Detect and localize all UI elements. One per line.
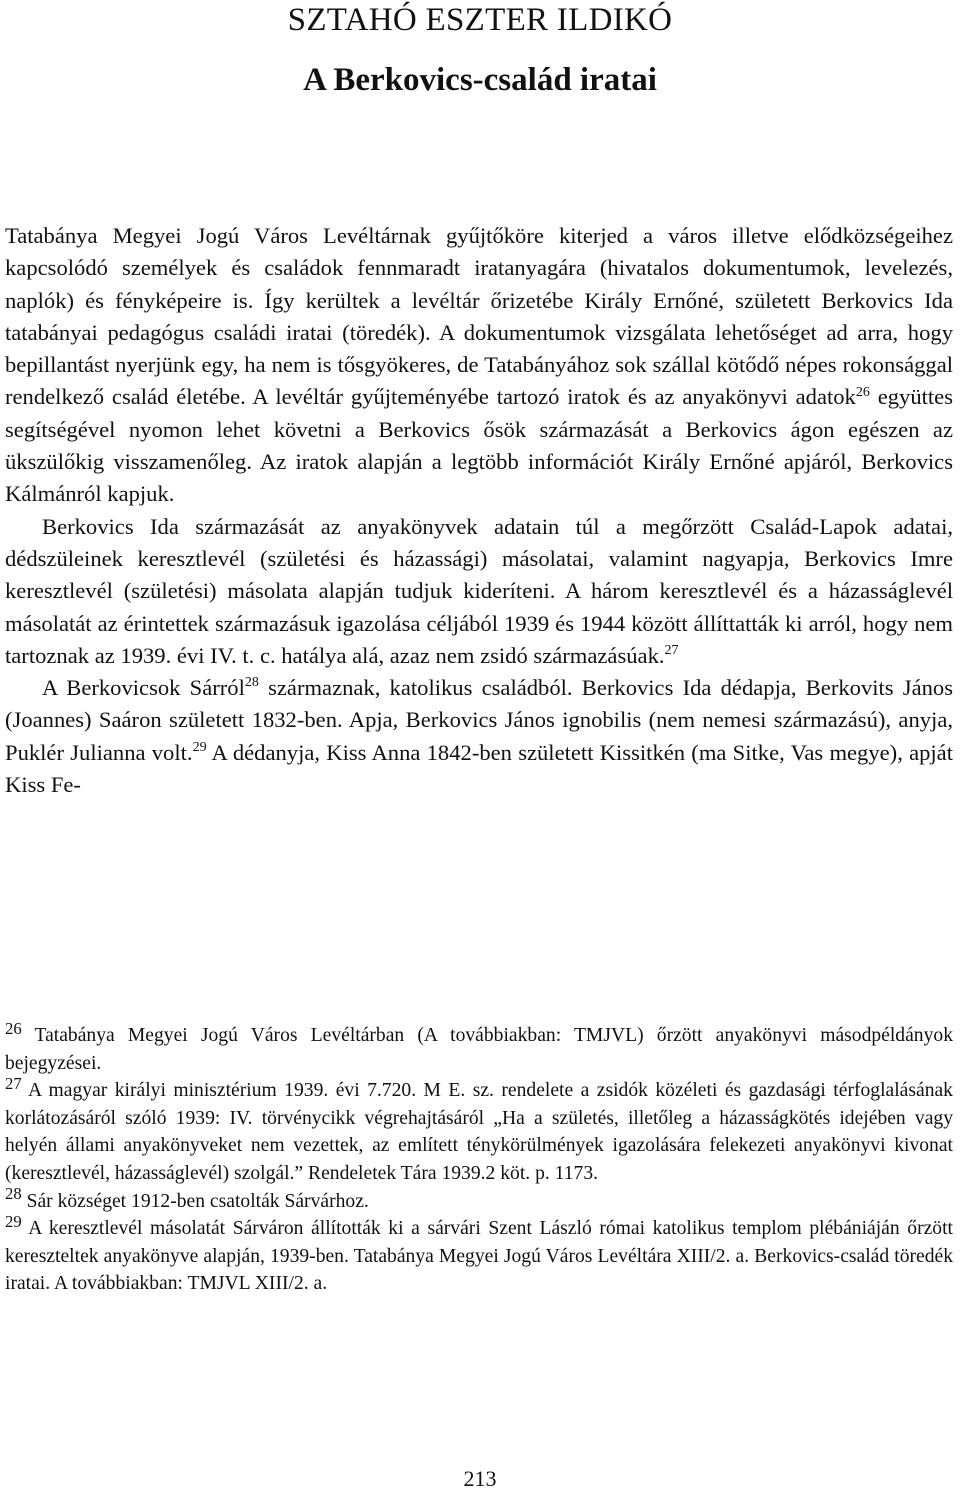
footnote-number: 26 (5, 1018, 22, 1038)
footnotes (5, 1018, 953, 1298)
footnote-ref-26[interactable]: 26 (855, 384, 870, 400)
article-body (5, 220, 953, 801)
footnote-number: 27 (5, 1073, 22, 1093)
paragraph-1 (5, 220, 953, 511)
footnote-ref-28[interactable]: 28 (244, 675, 259, 691)
paragraph-2 (5, 511, 953, 672)
footnote-27 (5, 1073, 953, 1187)
paragraph-2-text: Berkovics Ida származását az anyakönyvek adatain túl a megőrzött Család-Lapok adatai, dédszüleinek keresztlevél (születési és házassági) másolatai, valamint nagyapja, Berkovics Imre keresztlevél (születési) másolata alapján tudjuk kideríteni. A három keresztlevél és a házasságlevél másolatát az érintettek származásuk igazolása céljából 1939 és 1944 között állíttatták ki arról, hogy nem tartoznak az 1939. évi IV. t. c. hatálya alá, azaz nem zsidó származásúak. (5, 513, 953, 668)
footnote-text: A keresztlevél másolatát Sárváron állították ki a sárvári Szent László római katolikus templom plébániáján őrzött kereszteltek anyakönyve alapján, 1939-ben. Tatabánya Megyei Jogú Város Levéltára XIII/2. a. Berkovics-család töredék iratai. A továbbiakban: TMJVL XIII/2. a. (5, 1218, 953, 1295)
footnote-28 (5, 1184, 953, 1216)
paragraph-1-text-b: együttes segítségével nyomon lehet követni a Berkovics ősök származását a Berkovics ágon egészen az ükszülőkig visszamenőleg. Az iratok alapján a legtöbb információt Király Ernőné apjáról, Berkovics Kálmánról kapjuk. (5, 384, 953, 507)
footnote-ref-29[interactable]: 29 (192, 740, 207, 756)
footnote-text: Sár községet 1912-ben csatolták Sárvárhoz. (26, 1190, 369, 1212)
paragraph-3 (5, 672, 953, 801)
footnote-number: 29 (5, 1211, 22, 1231)
paragraph-3-text-a: A Berkovicsok Sárról (42, 675, 245, 701)
author-name: SZTAHÓ ESZTER ILDIKÓ (287, 2, 673, 38)
footnote-number: 28 (5, 1184, 22, 1204)
page-number: 213 (463, 1466, 497, 1491)
footnote-text: A magyar királyi minisztérium 1939. évi 7.720. M E. sz. rendelete a zsidók közéleti és gazdasági térfoglalásának korlátozásáról szóló 1939: IV. törvénycikk végrehajtásáról „Ha a születés, illetőleg a házasságkötés idejében vagy helyén állami anyakönyveket nem vezettek, az említett ténykörülmények igazolására felekezeti anyakönyvi kivonat (keresztlevél, házasságlevél) szolgál.” Rendeletek Tára 1939.2 köt. p. 1173. (5, 1080, 953, 1184)
paragraph-3-text-c: A dédanyja, Kiss Anna 1842-ben született Kissitkén (ma Sitke, Vas megye), apját Kiss Fe- (5, 739, 953, 798)
footnote-ref-27[interactable]: 27 (664, 643, 679, 659)
article-title: A Berkovics-család iratai (303, 62, 657, 98)
footnote-text: Tatabánya Megyei Jogú Város Levéltárban (A továbbiakban: TMJVL) őrzött anyakönyvi másodpéldányok bejegyzései. (5, 1025, 953, 1074)
paragraph-3-text-b: származnak, katolikus családból. Berkovics Ida dédapja, Berkovits János (Joannes) Saáron született 1832-ben. Apja, Berkovics János ignobilis (nem nemesi származású), anyja, Puklér Julianna volt. (5, 675, 953, 765)
footnote-26 (5, 1018, 953, 1077)
paragraph-1-text-a: Tatabánya Megyei Jogú Város Levéltárnak gyűjtőköre kiterjed a város illetve elődközségeihez kapcsolódó személyek és családok fennmaradt iratanyagára (hivatalos dokumentumok, levelezés, naplók) és fényképeire is. Így kerültek a levéltár őrizetébe Király Ernőné, született Berkovics Ida tatabányai pedagógus családi iratai (töredék). A dokumentumok vizsgálata lehetőséget ad arra, hogy bepillantást nyerjünk egy, ha nem is tősgyökeres, de Tatabányához sok szállal kötődő népes rokonsággal rendelkező család életébe. A levéltár gyűjteményébe tartozó iratok és az anyakönyvi adatok (5, 223, 953, 410)
footnote-29 (5, 1211, 953, 1298)
